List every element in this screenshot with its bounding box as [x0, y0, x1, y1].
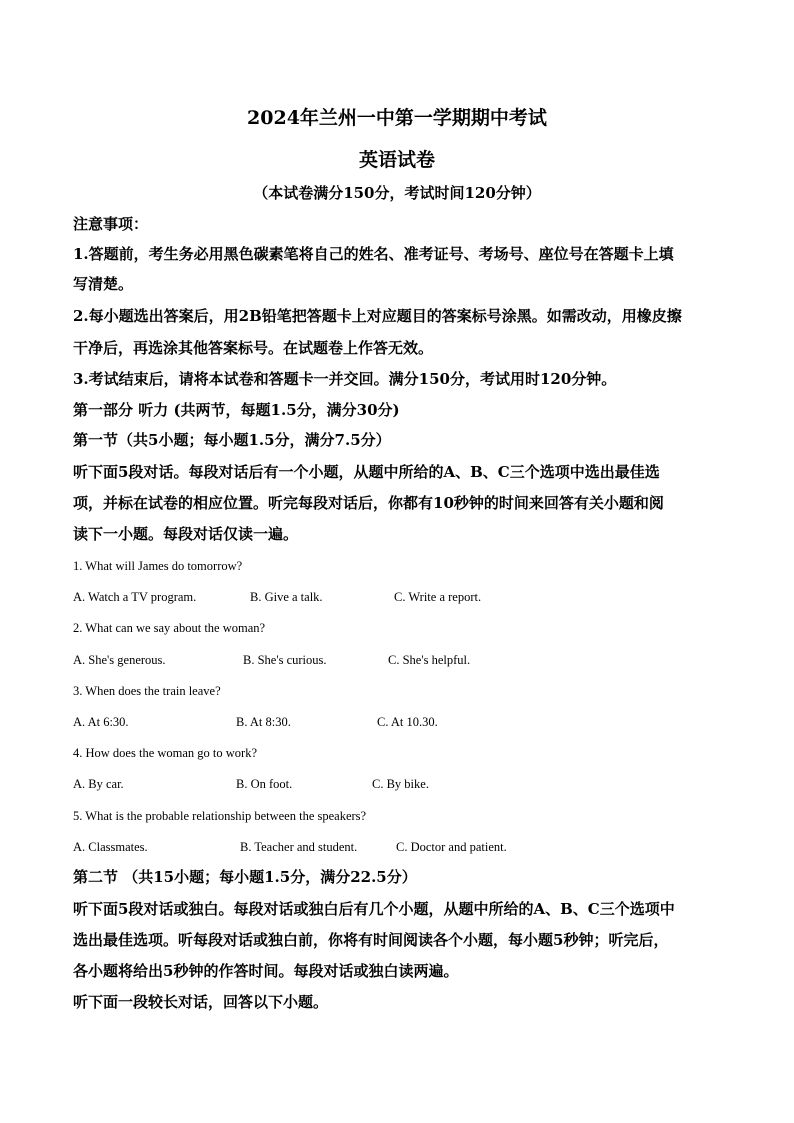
section-1-heading: 第一节（共5小题；每小题1.5分，满分7.5分） — [73, 431, 391, 449]
question-5-option-a: A. Classmates. — [73, 840, 148, 854]
question-3-option-a: A. At 6:30. — [73, 715, 129, 729]
section-2-instructions-line-2: 选出最佳选项。听每段对话或独白前，你将有时间阅读各个小题，每小题5秒钟；听完后， — [73, 931, 669, 949]
question-5: 5. What is the probable relationship between the speakers? — [73, 809, 367, 823]
question-4: 4. How does the woman go to work? — [73, 746, 257, 760]
question-1-option-b: B. Give a talk. — [250, 590, 323, 604]
question-3-option-b: B. At 8:30. — [236, 715, 291, 729]
question-2-option-b: B. She's curious. — [243, 653, 327, 667]
question-2-option-a: A. She's generous. — [73, 653, 166, 667]
notice-heading: 注意事项： — [73, 215, 149, 233]
part-1-heading: 第一部分 听力 (共两节，每题1.5分，满分30分) — [73, 401, 400, 419]
question-4-option-a: A. By car. — [73, 777, 124, 791]
notice-item-1-line-1: 1.答题前，考生务必用黑色碳素笔将自己的姓名、准考证号、考场号、座位号在答题卡上填 — [73, 245, 674, 263]
section-1-instructions-line-3: 读下一小题。每段对话仅读一遍。 — [73, 525, 299, 543]
section-2-instructions-line-4: 听下面一段较长对话，回答以下小题。 — [73, 993, 329, 1011]
section-1-instructions-line-1: 听下面5段对话。每段对话后有一个小题，从题中所给的A、B、C三个选项中选出最佳选 — [73, 463, 660, 481]
exam-info: （本试卷满分150分，考试时间120分钟） — [253, 184, 541, 202]
section-2-instructions-line-1: 听下面5段对话或独白。每段对话或独白后有几个小题，从题中所给的A、B、C三个选项中 — [73, 900, 675, 918]
notice-item-1-line-2: 写清楚。 — [73, 275, 134, 293]
section-2-heading: 第二节 （共15小题；每小题1.5分，满分22.5分） — [73, 868, 417, 886]
question-3: 3. When does the train leave? — [73, 684, 221, 698]
notice-item-3: 3.考试结束后，请将本试卷和答题卡一并交回。满分150分，考试用时120分钟。 — [73, 370, 617, 388]
question-4-option-b: B. On foot. — [236, 777, 293, 791]
question-1: 1. What will James do tomorrow? — [73, 559, 243, 573]
exam-title: 2024年兰州一中第一学期期中考试 — [247, 107, 547, 129]
question-2-option-c: C. She's helpful. — [388, 653, 471, 667]
question-5-option-b: B. Teacher and student. — [240, 840, 358, 854]
section-1-instructions-line-2: 项，并标在试卷的相应位置。听完每段对话后，你都有10秒钟的时间来回答有关小题和阅 — [73, 494, 664, 512]
notice-item-2-line-2: 干净后，再选涂其他答案标号。在试题卷上作答无效。 — [73, 339, 434, 357]
question-4-option-c: C. By bike. — [372, 777, 429, 791]
notice-item-2-line-1: 2.每小题选出答案后，用2B铅笔把答题卡上对应题目的答案标号涂黑。如需改动，用橡皮擦 — [73, 307, 682, 325]
question-3-option-c: C. At 10.30. — [377, 715, 438, 729]
section-2-instructions-line-3: 各小题将给出5秒钟的作答时间。每段对话或独白读两遍。 — [73, 962, 459, 980]
question-5-option-c: C. Doctor and patient. — [396, 840, 507, 854]
question-2: 2. What can we say about the woman? — [73, 621, 266, 635]
exam-subtitle: 英语试卷 — [358, 149, 435, 171]
question-1-option-c: C. Write a report. — [394, 590, 482, 604]
question-1-option-a: A. Watch a TV program. — [73, 590, 197, 604]
